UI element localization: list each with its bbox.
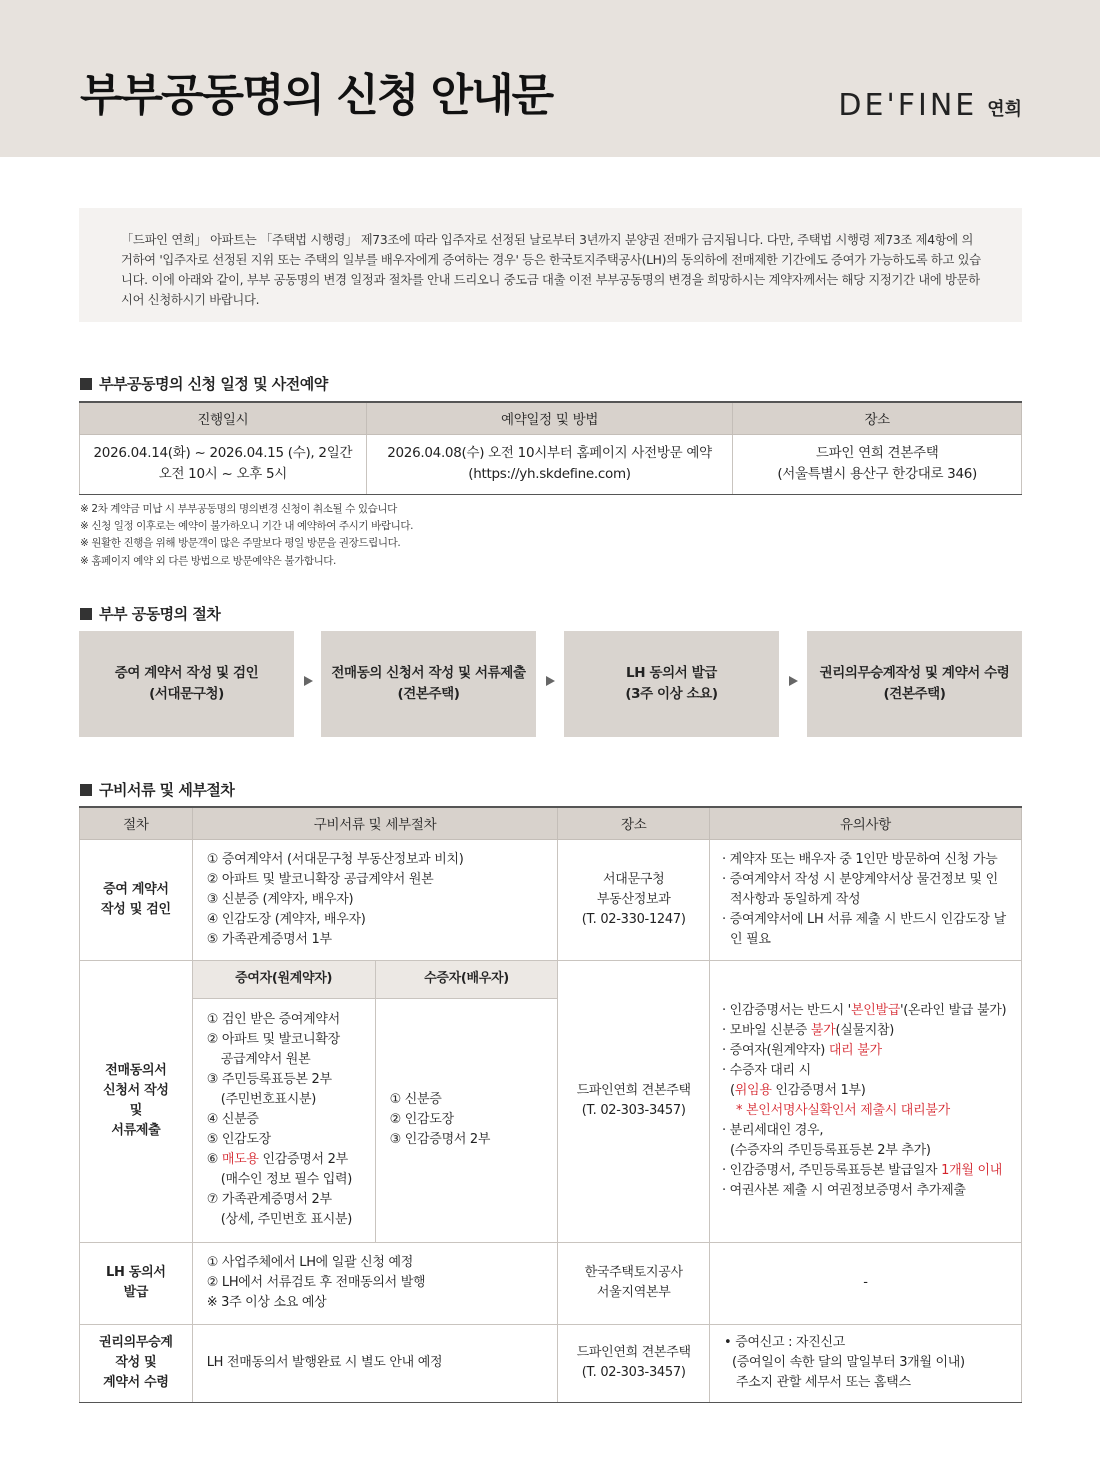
schedule-header-place: 장소 — [733, 402, 1022, 434]
step-label: 권리의무승계작성 및 계약서 수령 — [819, 665, 1010, 681]
place-phone: (T. 02-303-3457) — [581, 1365, 686, 1380]
step-sublabel: (견본주택) — [397, 686, 460, 702]
schedule-table — [79, 401, 1022, 495]
section3-title-text: 구비서류 및 세부절차 — [99, 781, 235, 799]
notes-cell — [710, 839, 1022, 960]
giver-docs-cell — [192, 998, 375, 1242]
table-row — [80, 1242, 1022, 1324]
note-item: ※ 원활한 진행을 위해 방문객이 많은 주말보다 평일 방문을 권장드립니다. — [80, 537, 401, 550]
step-label: 발급 — [123, 1285, 149, 1300]
list-item: ※ 3주 이상 소요 예상 — [206, 1295, 327, 1310]
docs-header-docs: 구비서류 및 세부절차 — [192, 807, 558, 839]
note-item: · 인감증명서, 주민등록표등본 발급일자 1개월 이내 — [722, 1163, 1002, 1178]
procedure-flow — [79, 631, 1022, 737]
step-cell — [80, 960, 193, 1242]
time-line: 오전 10시 ~ 오후 5시 — [158, 466, 287, 482]
note-item: · 계약자 또는 배우자 중 1인만 방문하여 신청 가능 — [722, 851, 998, 867]
note-item: · 분리세대인 경우, — [722, 1123, 824, 1138]
step-label: LH 동의서 — [106, 1265, 166, 1280]
step-label: 전매동의 신청서 작성 및 서류제출 — [331, 665, 526, 681]
notes-cell — [710, 1324, 1022, 1402]
note-item: ※ 신청 일정 이후로는 예약이 불가하오니 기간 내 예약하여 주시기 바랍니다. — [80, 520, 414, 533]
list-item: ⑥ 매도용 인감증명서 2부 — [206, 1152, 348, 1167]
page-title: 부부공동명의 신청 안내문 — [80, 70, 553, 121]
step-sublabel: (견본주택) — [883, 686, 946, 702]
note-item: · 모바일 신분증 불가(실물지참) — [722, 1023, 895, 1038]
note-item: (위임용 인감증명서 1부) — [730, 1083, 866, 1098]
list-item: ⑤ 인감도장 — [206, 1132, 271, 1147]
list-item: ③ 인감증명서 2부 — [389, 1132, 491, 1147]
docs-header-step: 절차 — [80, 807, 193, 839]
list-item: ① 신분증 — [389, 1092, 442, 1107]
header-banner — [0, 0, 1100, 157]
step-cell — [80, 1242, 193, 1324]
note-item: * 본인서명사실확인서 제출시 대리불가 — [736, 1103, 950, 1118]
step-label: 작성 및 검인 — [100, 901, 171, 917]
list-item: (주민번호표시분) — [220, 1092, 317, 1107]
step-label: 신청서 작성 — [103, 1083, 169, 1098]
list-item: ② LH에서 서류검토 후 전매동의서 발행 — [206, 1275, 426, 1290]
place-line: 드파인연희 견본주택 — [576, 1083, 691, 1098]
note-item: 인 필요 — [730, 931, 771, 947]
step-sublabel: (3주 이상 소요) — [625, 686, 718, 702]
section3-title — [80, 779, 234, 800]
procedure-step-3 — [564, 631, 779, 737]
step-sublabel: (서대문구청) — [149, 686, 224, 702]
schedule-reserve — [366, 434, 733, 494]
section1-title-text: 부부공동명의 신청 일정 및 사전예약 — [99, 375, 328, 393]
docs-header-notes: 유의사항 — [710, 807, 1022, 839]
list-item: ③ 신분증 (계약자, 배우자) — [206, 891, 354, 907]
step-cell — [80, 839, 193, 960]
list-item: (매수인 정보 필수 입력) — [220, 1172, 353, 1187]
procedure-step-1 — [79, 631, 294, 737]
place-phone: (T. 02-330-1247) — [581, 911, 686, 927]
receiver-docs-cell — [375, 998, 558, 1242]
step-cell — [80, 1324, 193, 1402]
schedule-header-date: 진행일시 — [80, 402, 367, 434]
table-row — [80, 960, 1022, 998]
list-item: ④ 인감도장 (계약자, 배우자) — [206, 911, 366, 927]
section1-title — [80, 373, 328, 394]
section2-title-text: 부부 공동명의 절차 — [99, 605, 221, 623]
brand-sub: 연희 — [987, 99, 1022, 120]
note-item: · 수증자 대리 시 — [722, 1063, 811, 1078]
section2-title — [80, 603, 220, 624]
place-cell — [558, 1242, 710, 1324]
list-item: (상세, 주민번호 표시분) — [220, 1212, 353, 1227]
list-item: ① 증여계약서 (서대문구청 부동산정보과 비치) — [206, 851, 464, 867]
receiver-header: 수증자(배우자) — [375, 960, 558, 998]
giver-header: 증여자(원계약자) — [192, 960, 375, 998]
square-bullet-icon — [80, 784, 92, 796]
schedule-place — [733, 434, 1022, 494]
place-line: 서대문구청 — [603, 871, 665, 887]
docs-cell — [192, 1242, 558, 1324]
step-label: 및 — [129, 1103, 142, 1118]
list-item: ⑤ 가족관계증명서 1부 — [206, 931, 332, 947]
note-item: · 증여자(원계약자) 대리 불가 — [722, 1043, 882, 1058]
note-item: (증여일이 속한 달의 말일부터 3개월 이내) — [732, 1355, 965, 1370]
docs-cell: LH 전매동의서 발행완료 시 별도 안내 예정 — [192, 1324, 558, 1402]
note-item: (수증자의 주민등록표등본 2부 추가) — [730, 1143, 931, 1158]
brand — [838, 88, 1022, 123]
place-cell — [558, 1324, 710, 1402]
place-line: 드파인 연희 견본주택 — [815, 445, 939, 461]
place-line: 드파인연희 견본주택 — [576, 1345, 691, 1360]
step-label: 서류제출 — [111, 1123, 161, 1138]
note-item: · 여권사본 제출 시 여권정보증명서 추가제출 — [722, 1183, 966, 1198]
reserve-line: 2026.04.08(수) 오전 10시부터 홈페이지 사전방문 예약 — [387, 445, 712, 461]
schedule-header-reserve: 예약일정 및 방법 — [366, 402, 733, 434]
arrow-right-icon — [304, 676, 313, 686]
arrow-right-icon — [789, 676, 798, 686]
notes-cell: - — [710, 1242, 1022, 1324]
note-item: · 증여계약서에 LH 서류 제출 시 반드시 인감도장 날 — [722, 911, 1006, 927]
date-line: 2026.04.14(화) ~ 2026.04.15 (수), 2일간 — [93, 445, 353, 461]
table-row — [80, 839, 1022, 960]
intro-box: 「드파인 연희」 아파트는 「주택법 시행령」 제73조에 따라 입주자로 선정된 날로부터 3년까지 분양권 전매가 금지됩니다. 다만, 주택법 시행령 제73조 제4항에 의거하여 '입주자로 선정된 지위 또는 주택의 일부를 배우자에게 증여하는 경우' 등은 한국토지주택공사(LH)의 동의하에 전매제한 기간에도 증여가 가능하도록 하고 있습니다. 이에 아래와 같이, 부부 공동명의 변경 일정과 절차를 안내 드리오니 중도금 대출 이전 부부공동명의 변경을 희망하시는 계약자께서는 해당 지정기간 내에 방문하시어 신청하시기 바랍니다. — [79, 208, 1022, 322]
notes-cell — [710, 960, 1022, 1242]
list-item: ② 인감도장 — [389, 1112, 454, 1127]
list-item: ① 사업주체에서 LH에 일괄 신청 예정 — [206, 1255, 413, 1270]
list-item: ⑦ 가족관계증명서 2부 — [206, 1192, 332, 1207]
brand-logo: DE'FINE — [838, 88, 978, 123]
list-item: ① 검인 받은 증여계약서 — [206, 1012, 340, 1027]
place-address: (서울특별시 용산구 한강대로 346) — [777, 466, 978, 482]
list-item: 공급계약서 원본 — [220, 1052, 311, 1067]
list-item: ② 아파트 및 발코니확장 공급계약서 원본 — [206, 871, 434, 887]
step-label: 작성 및 — [115, 1355, 157, 1370]
step-label: 계약서 수령 — [103, 1375, 169, 1390]
list-item: ④ 신분증 — [206, 1112, 259, 1127]
documents-table — [79, 806, 1022, 1403]
procedure-step-4 — [807, 631, 1022, 737]
place-line: 부동산정보과 — [596, 891, 671, 907]
note-item: · 증여계약서 작성 시 분양계약서상 물건정보 및 인 — [722, 871, 998, 887]
list-item: ③ 주민등록표등본 2부 — [206, 1072, 332, 1087]
table-row — [80, 434, 1022, 494]
procedure-step-2 — [321, 631, 536, 737]
place-cell — [558, 839, 710, 960]
reserve-url: (https://yh.skdefine.com) — [468, 466, 631, 482]
step-label: 전매동의서 — [105, 1063, 167, 1078]
place-line: 서울지역본부 — [596, 1285, 671, 1300]
note-item: • 증여신고 : 자진신고 — [724, 1335, 846, 1350]
schedule-notes — [80, 501, 413, 570]
square-bullet-icon — [80, 378, 92, 390]
note-item: ※ 홈페이지 예약 외 다른 방법으로 방문예약은 불가합니다. — [80, 554, 336, 567]
arrow-right-icon — [546, 676, 555, 686]
docs-header-place: 장소 — [558, 807, 710, 839]
note-item: · 인감증명서는 반드시 '본인발급'(온라인 발급 불가) — [722, 1003, 1007, 1018]
square-bullet-icon — [80, 608, 92, 620]
note-item: ※ 2차 계약금 미납 시 부부공동명의 명의변경 신청이 취소될 수 있습니다 — [80, 503, 397, 515]
step-label: 증여 계약서 — [103, 881, 169, 897]
table-row — [80, 1324, 1022, 1402]
step-label: 증여 계약서 작성 및 검인 — [114, 665, 259, 681]
note-item: 적사항과 동일하게 작성 — [730, 891, 861, 907]
step-label: LH 동의서 발급 — [626, 665, 717, 681]
note-item: 주소지 관할 세무서 또는 홈택스 — [736, 1375, 911, 1390]
place-line: 한국주택토지공사 — [584, 1265, 683, 1280]
place-cell — [558, 960, 710, 1242]
docs-cell — [192, 839, 558, 960]
list-item: ② 아파트 및 발코니확장 — [206, 1032, 340, 1047]
step-label: 권리의무승계 — [99, 1335, 173, 1350]
schedule-date — [80, 434, 367, 494]
place-phone: (T. 02-303-3457) — [581, 1103, 686, 1118]
